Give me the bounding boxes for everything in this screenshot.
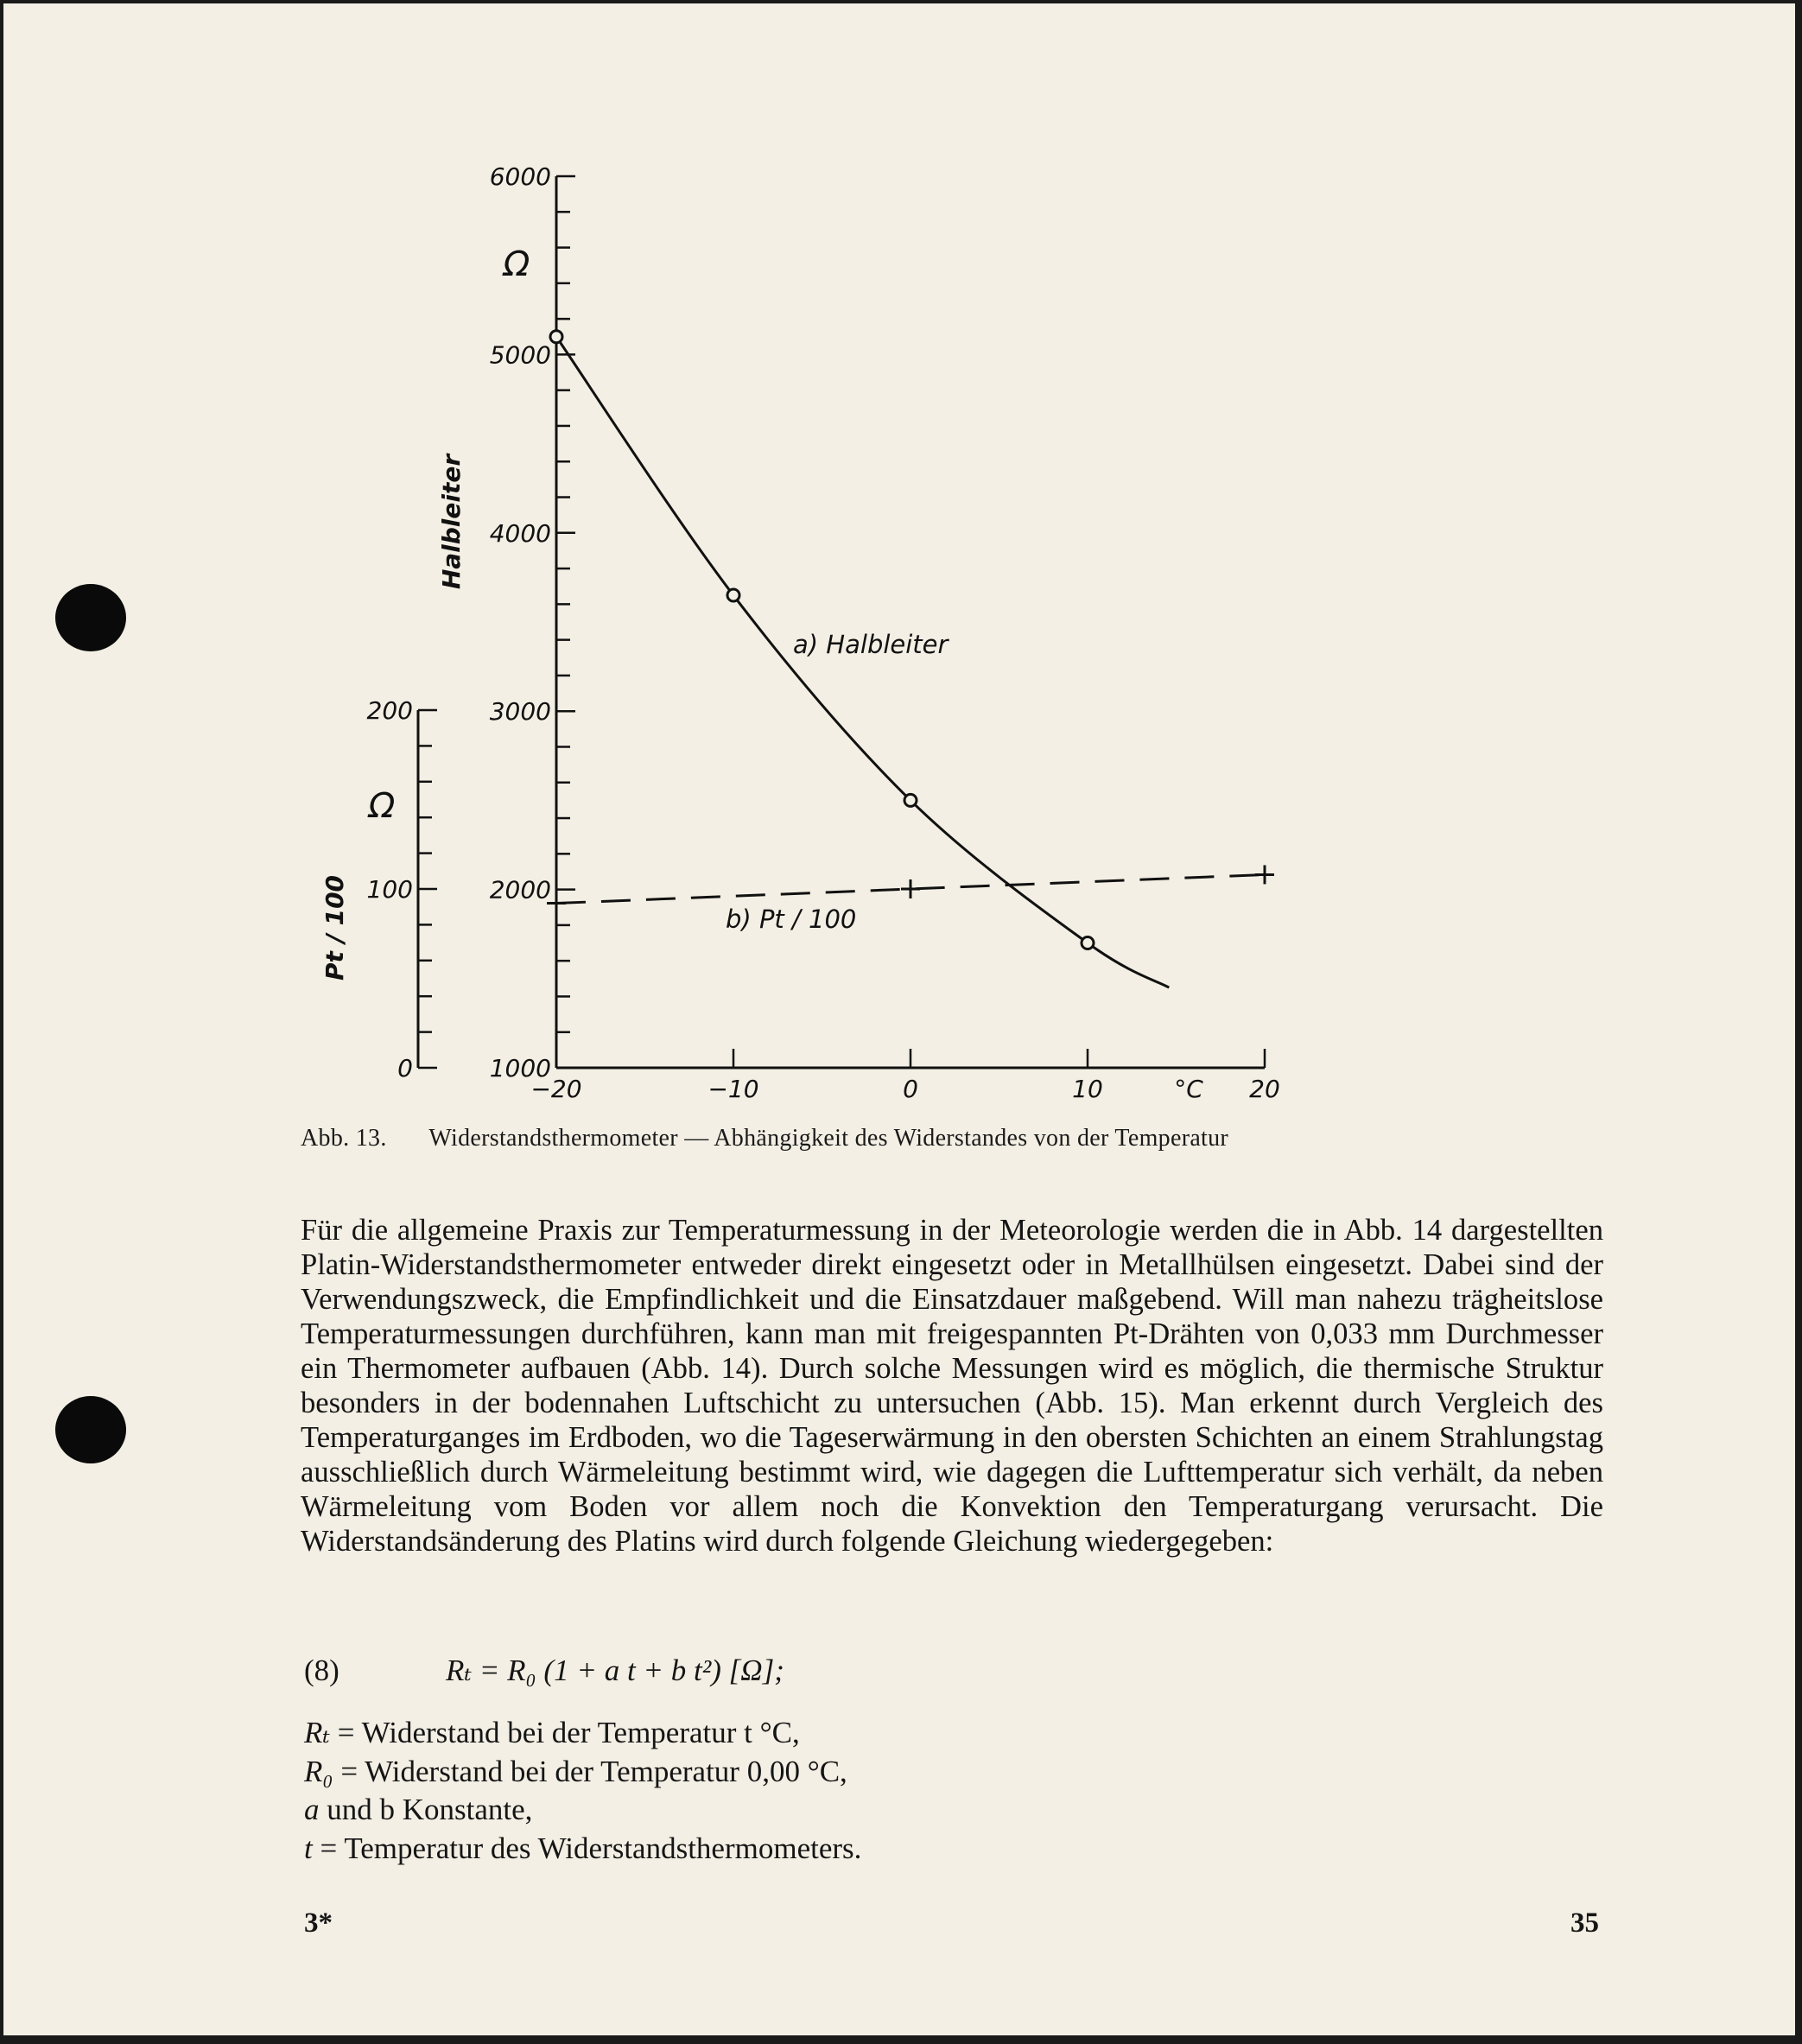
footer-signature: 3* <box>304 1908 333 1939</box>
definition-text: = Widerstand bei der Temperatur t °C, <box>337 1716 800 1749</box>
definition-item <box>304 1830 861 1869</box>
series-halbleiter-point <box>550 331 562 343</box>
definition-item <box>304 1753 861 1792</box>
x-tick-label: −10 <box>707 1075 759 1103</box>
series-halbleiter-label: a) Halbleiter <box>793 630 949 659</box>
left-y-tick-label: 0 <box>397 1054 413 1082</box>
figure-caption <box>301 1125 1228 1152</box>
right-y-tick-label: 4000 <box>489 518 551 548</box>
left-y-unit: Ω <box>368 786 396 826</box>
right-y-tick-label: 6000 <box>489 162 551 191</box>
series-halbleiter-point <box>1082 937 1094 949</box>
caption-label: Abb. 13. <box>301 1125 387 1152</box>
definitions-list <box>304 1714 861 1868</box>
binder-hole-bottom <box>55 1396 126 1463</box>
chart-axes <box>418 176 1265 1068</box>
equation-number: (8) <box>304 1654 339 1687</box>
definition-text: und b Konstante, <box>327 1793 533 1826</box>
series-halbleiter-point <box>727 589 739 601</box>
right-y-axis-label: Halbleiter <box>437 454 466 590</box>
right-y-tick-label: 3000 <box>489 697 551 727</box>
right-y-unit: Ω <box>503 244 530 284</box>
left-y-axis-label: Pt / 100 <box>320 874 349 981</box>
series-pt-label: b) Pt / 100 <box>726 905 857 934</box>
book-page <box>3 3 1795 2035</box>
definition-item <box>304 1791 861 1830</box>
series-halbleiter-line <box>556 337 1169 987</box>
body-paragraph: Für die allgemeine Praxis zur Temperaturmessung in der Meteorologie werden die in Abb. 14 dargestellten Platin-Widerstandsthermometer entweder direkt eingesetzt oder in Metallhülsen eingesetzt. Dabei sind der Verwendungszweck, die Empfindlichkeit und die Einsatzdauer maßgebend. Will man nahezu trägheitslose Temperaturmessungen durchführen, kann man mit freigespannten Pt-Drähten von 0,033 mm Durchmesser ein Thermometer aufbauen (Abb. 14). Durch solche Messungen wird es möglich, die thermische Struktur besonders in der bodennahen Luftschicht zu untersuchen (Abb. 15). Man erkennt durch Vergleich des Temperaturganges im Erdboden, wo die Tageserwärmung in den obersten Schichten an einem Strahlungstag ausschließlich durch Wärmeleitung bestimmt wird, wie dagegen die Lufttemperatur sich verhält, da neben Wärmeleitung vom Boden vor allem noch die Konvektion den Temperaturgang verursacht. Die Widerstandsänderung des Platins wird durch folgende Gleichung wiedergegeben: <box>301 1214 1603 1558</box>
x-tick-label: 20 <box>1249 1075 1280 1103</box>
definition-symbol: Rₜ <box>304 1716 331 1749</box>
resistance-chart <box>3 3 1795 1127</box>
series-halbleiter-point <box>904 794 917 806</box>
left-y-tick-label: 100 <box>366 875 413 904</box>
right-y-tick-label: 1000 <box>489 1054 551 1082</box>
page-number: 35 <box>1570 1908 1599 1939</box>
definition-symbol: t <box>304 1831 313 1865</box>
definition-text: = Widerstand bei der Temperatur 0,00 °C, <box>340 1754 847 1788</box>
x-unit-label: °C <box>1174 1075 1203 1103</box>
chart-labels <box>320 162 1280 1103</box>
definition-text: = Temperatur des Widerstandsthermometers. <box>320 1831 862 1865</box>
right-y-tick-label: 5000 <box>489 340 551 370</box>
definition-item <box>304 1714 861 1753</box>
definition-symbol: a <box>304 1793 320 1826</box>
definition-symbol: R₀ <box>304 1754 333 1788</box>
left-y-tick-label: 200 <box>366 696 413 725</box>
x-tick-label: 10 <box>1072 1075 1103 1103</box>
right-y-tick-label: 2000 <box>489 875 551 905</box>
x-tick-label: 0 <box>903 1075 918 1103</box>
equation-formula: Rₜ = R₀ (1 + a t + b t²) [Ω]; <box>446 1654 784 1687</box>
x-tick-label: −20 <box>530 1075 582 1103</box>
caption-text: Widerstandsthermometer — Abhängigkeit des Widerstandes von der Temperatur <box>428 1125 1229 1152</box>
